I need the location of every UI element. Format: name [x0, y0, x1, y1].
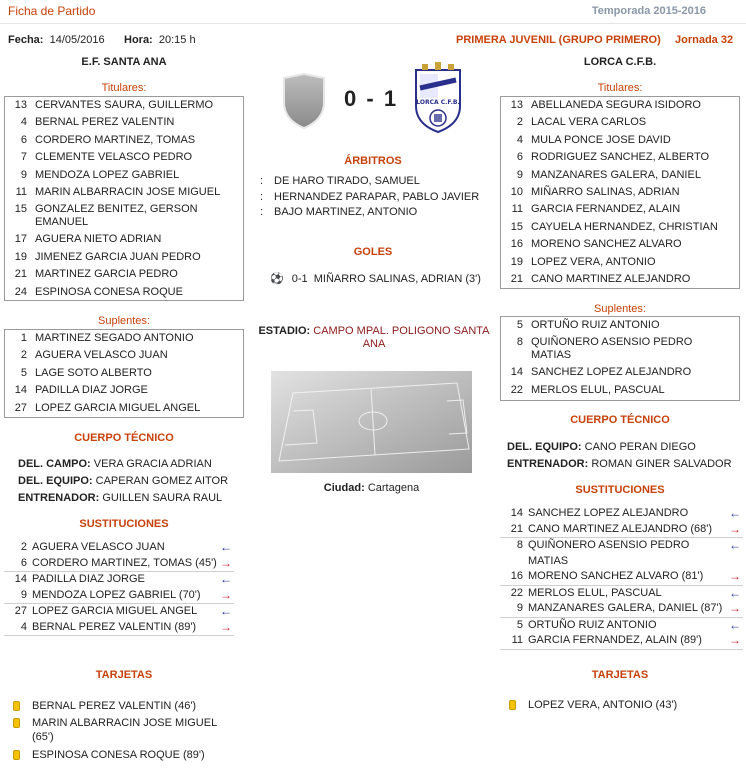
home-bench-row [5, 347, 243, 364]
player-number: 15 [510, 220, 523, 233]
sub-in-row [4, 540, 234, 556]
away-starters-list [500, 96, 740, 289]
arrow-right-icon: → [729, 521, 741, 536]
player-number: 15 [14, 203, 27, 216]
player-number: 22 [510, 383, 523, 396]
away-starters-title: Titulares: [597, 82, 643, 94]
arrow-left-icon: ← [729, 617, 741, 632]
yellow-card-icon [13, 750, 20, 760]
home-sub-group [4, 572, 234, 604]
yellow-card-icon [509, 700, 516, 710]
player-number: 13 [510, 99, 523, 111]
home-starter-row [5, 249, 243, 266]
player-number: 14 [14, 384, 27, 397]
scoreboard [344, 86, 396, 112]
player-number: 1 [20, 332, 27, 344]
away-starter-row [501, 254, 739, 271]
player-number: 16 [510, 570, 523, 582]
player-name: CORDERO MARTINEZ, TOMAS [35, 133, 196, 146]
player-number: 19 [510, 255, 523, 268]
referee-row [260, 190, 479, 206]
player-name: CANO MARTINEZ ALEJANDRO (68') [528, 522, 713, 535]
home-bench-list [4, 329, 244, 418]
bullet-icon: : [260, 206, 264, 218]
player-name: PADILLA DIAZ JORGE [32, 573, 145, 585]
player-number: 5 [516, 618, 523, 631]
sub-out-row [4, 588, 234, 604]
away-team-name: LORCA C.F.B. [583, 56, 657, 68]
player-number: 5 [516, 319, 523, 331]
player-number: 24 [14, 285, 27, 298]
match-date: Fecha: 14/05/2016 [8, 34, 105, 46]
referee-name: BAJO MARTINEZ, ANTONIO [274, 206, 418, 218]
referees-list [260, 174, 479, 221]
home-card-row [13, 699, 228, 713]
player-name: LACAL VERA CARLOS [531, 116, 647, 129]
player-number: 2 [20, 349, 27, 362]
player-name: CORDERO MARTINEZ, TOMAS (45') [32, 556, 217, 569]
away-starter-row [501, 219, 739, 236]
player-name: SANCHEZ LOPEZ ALEJANDRO [528, 507, 689, 519]
player-name: GARCIA FERNANDEZ, ALAIN [531, 203, 681, 216]
player-name: MORENO SANCHEZ ALVARO [531, 238, 682, 251]
svg-text:LORCA C.F.B.: LORCA C.F.B. [416, 99, 460, 106]
home-bench-row [5, 365, 243, 382]
sub-in-row [500, 618, 743, 634]
player-name: ORTUÑO RUIZ ANTONIO [528, 618, 657, 631]
player-number: 2 [516, 116, 523, 129]
sub-out-row [500, 522, 743, 538]
player-name: LOPEZ GARCIA MIGUEL ANGEL [35, 401, 201, 414]
player-number: 14 [510, 366, 523, 379]
player-name: LOPEZ VERA, ANTONIO [531, 255, 656, 268]
away-staff [507, 439, 732, 473]
away-bench-row [501, 334, 739, 364]
home-starters-title: Titulares: [101, 82, 147, 94]
arrow-left-icon: ← [220, 540, 232, 554]
arrow-left-icon: ← [729, 506, 741, 520]
player-number: 11 [511, 203, 523, 216]
stadium: ESTADIO: CAMPO MPAL. POLIGONO SANTA ANA [258, 325, 490, 350]
referee-name: DE HARO TIRADO, SAMUEL [274, 175, 420, 187]
player-name: MERLOS ELUL, PASCUAL [531, 383, 665, 396]
player-name: MARTINEZ SEGADO ANTONIO [35, 332, 194, 344]
away-bench-row [501, 317, 739, 334]
sub-in-row [500, 586, 743, 602]
player-name: MANZANARES GALERA, DANIEL [531, 168, 701, 181]
player-name: MIÑARRO SALINAS, ADRIAN [531, 186, 680, 199]
home-card-row [13, 716, 228, 744]
player-number: 14 [510, 507, 523, 519]
sub-in-row [4, 572, 234, 588]
bullet-icon: : [260, 190, 264, 203]
arrow-left-icon: ← [729, 538, 741, 552]
player-name: GONZALEZ BENITEZ, GERSON EMANUEL [35, 203, 198, 229]
player-number: 6 [20, 556, 27, 569]
yellow-card-icon [13, 701, 20, 711]
home-bench-row [5, 400, 243, 417]
player-name: RODRIGUEZ SANCHEZ, ALBERTO [531, 151, 710, 164]
sub-in-row [500, 538, 743, 569]
home-del-campo: DEL. CAMPO: VERA GRACIA ADRIAN [18, 458, 212, 470]
round: Jornada 32 [675, 34, 734, 46]
home-starter-row [5, 167, 243, 184]
player-name: AGUERA VELASCO JUAN [32, 541, 165, 553]
home-starter-row [5, 201, 243, 231]
away-starter-row [501, 236, 739, 253]
goal-score: 0-1 [291, 273, 308, 285]
competition: PRIMERA JUVENIL (GRUPO PRIMERO) [456, 34, 661, 46]
home-staff-title: CUERPO TÉCNICO [74, 432, 174, 444]
home-cards-title: TARJETAS [95, 669, 153, 681]
arrow-right-icon: → [729, 569, 741, 583]
away-entrenador: ENTRENADOR: ROMAN GINER SALVADOR [507, 458, 732, 470]
arrow-left-icon: ← [220, 604, 232, 618]
away-bench-title: Suplentes: [594, 303, 646, 315]
player-number: 11 [15, 186, 27, 199]
player-number: 5 [20, 366, 27, 379]
player-name: CANO MARTINEZ ALEJANDRO [531, 273, 691, 286]
goal-player: MIÑARRO SALINAS, ADRIAN (3') [313, 273, 481, 285]
away-score: 1 [383, 86, 397, 111]
player-number: 17 [14, 233, 27, 246]
top-bar [0, 0, 746, 24]
home-staff [18, 456, 228, 507]
player-name: BERNAL PEREZ VALENTIN (89') [32, 620, 197, 633]
away-starter-row [501, 149, 739, 166]
home-sub-group [4, 604, 234, 636]
player-number: 21 [510, 273, 523, 286]
sub-out-row [4, 556, 234, 572]
player-name: BERNAL PEREZ VALENTIN [35, 116, 175, 129]
away-starter-row [501, 201, 739, 218]
arrow-right-icon: → [220, 619, 232, 634]
away-cards-title: TARJETAS [591, 669, 649, 681]
player-name: LAGE SOTO ALBERTO [35, 366, 152, 379]
card-player: ESPINOSA CONESA ROQUE (89') [32, 749, 205, 761]
player-name: MERLOS ELUL, PASCUAL [528, 586, 662, 599]
player-name: ESPINOSA CONESA ROQUE [35, 285, 183, 298]
arrow-left-icon: ← [220, 572, 232, 586]
player-name: QUIÑONERO ASENSIO PEDRO MATIAS [531, 336, 693, 362]
player-name: MORENO SANCHEZ ALVARO (81') [528, 570, 704, 582]
away-card-row [509, 698, 729, 712]
player-name: MANZANARES GALERA, DANIEL (87') [528, 602, 723, 614]
referees-title: ÁRBITROS [344, 155, 402, 167]
player-name: CAYUELA HERNANDEZ, CHRISTIAN [531, 220, 718, 233]
goals-title: GOLES [353, 246, 393, 258]
home-crest [280, 72, 328, 133]
player-name: MARIN ALBARRACIN JOSE MIGUEL [35, 186, 221, 199]
home-score: 0 [344, 86, 357, 111]
home-bench-title: Suplentes: [98, 315, 150, 327]
home-starter-row [5, 149, 243, 166]
player-number: 8 [516, 539, 523, 551]
player-name: LOPEZ GARCIA MIGUEL ANGEL [32, 605, 198, 617]
away-bench-row [501, 382, 739, 399]
player-name: SANCHEZ LOPEZ ALEJANDRO [531, 366, 692, 379]
player-number: 27 [14, 401, 27, 414]
player-number: 4 [516, 133, 523, 146]
football-field-icon [271, 371, 472, 473]
home-card-row [13, 748, 228, 762]
home-starter-row [5, 231, 243, 248]
player-name: PADILLA DIAZ JORGE [35, 384, 148, 397]
arrow-left-icon: ← [729, 585, 741, 600]
player-number: 14 [14, 573, 27, 585]
sub-out-row [500, 569, 743, 585]
home-starter-row [5, 266, 243, 283]
score-separator: - [366, 86, 374, 111]
football-icon: ⚽ [270, 273, 284, 285]
away-starter-row [501, 97, 739, 114]
away-subs-list [500, 506, 743, 650]
away-starter-row [501, 167, 739, 184]
player-number: 9 [20, 168, 27, 181]
away-subs-title: SUSTITUCIONES [575, 484, 665, 496]
away-starter-row [501, 184, 739, 201]
away-staff-title: CUERPO TÉCNICO [570, 414, 670, 426]
card-player: BERNAL PEREZ VALENTIN (46') [32, 700, 197, 712]
sub-out-row [4, 620, 234, 636]
home-subs-title: SUSTITUCIONES [79, 518, 169, 530]
player-name: MENDOZA LOPEZ GABRIEL [35, 168, 180, 181]
match-time: Hora: 20:15 h [124, 34, 196, 46]
player-number: 9 [20, 588, 27, 601]
player-number: 4 [20, 116, 27, 129]
sub-out-row [500, 633, 743, 649]
yellow-card-icon [13, 718, 20, 728]
player-number: 21 [510, 522, 523, 535]
referee-row [260, 205, 479, 221]
away-sub-group [500, 538, 743, 586]
player-number: 21 [14, 268, 27, 281]
card-player: LOPEZ VERA, ANTONIO (43') [528, 699, 678, 711]
referee-name: HERNANDEZ PARAPAR, PABLO JAVIER [274, 190, 480, 203]
player-name: GARCIA FERNANDEZ, ALAIN (89') [528, 634, 702, 646]
home-entrenador: ENTRENADOR: GUILLEN SAURA RAUL [18, 492, 223, 504]
away-bench-list [500, 316, 740, 401]
player-number: 13 [14, 99, 27, 111]
shield-placeholder-icon [280, 72, 328, 130]
player-number: 10 [510, 186, 523, 199]
home-sub-group [4, 540, 234, 572]
sub-out-row [500, 601, 743, 617]
home-starter-row [5, 114, 243, 131]
player-name: ORTUÑO RUIZ ANTONIO [531, 319, 660, 331]
season-label: Temporada 2015-2016 [591, 5, 706, 17]
player-number: 11 [511, 634, 523, 646]
player-number: 6 [516, 151, 523, 164]
sub-in-row [500, 506, 743, 522]
player-name: MARTINEZ GARCIA PEDRO [35, 268, 178, 281]
player-name: CLEMENTE VELASCO PEDRO [35, 151, 193, 164]
away-crest [412, 58, 464, 137]
arrow-right-icon: → [220, 587, 232, 602]
lorca-crest-icon [412, 58, 464, 134]
player-number: 7 [20, 151, 27, 164]
home-bench-row [5, 382, 243, 399]
page-title: Ficha de Partido [8, 4, 96, 18]
home-bench-row [5, 330, 243, 347]
sub-in-row [4, 604, 234, 620]
player-number: 9 [516, 602, 523, 614]
field-image [271, 371, 472, 476]
away-starter-row [501, 114, 739, 131]
player-number: 22 [510, 586, 523, 599]
home-subs-list [4, 540, 234, 636]
player-number: 2 [20, 541, 27, 553]
player-name: MENDOZA LOPEZ GABRIEL (70') [32, 588, 201, 601]
home-starter-row [5, 284, 243, 301]
home-del-equipo: DEL. EQUIPO: CAPERAN GOMEZ AITOR [18, 475, 229, 487]
home-team-name: E.F. SANTA ANA [81, 56, 167, 68]
player-number: 27 [14, 605, 27, 617]
player-number: 8 [516, 336, 523, 349]
referee-row [260, 174, 479, 190]
bullet-icon: : [260, 175, 264, 187]
home-starter-row [5, 97, 243, 114]
player-name: QUIÑONERO ASENSIO PEDRO MATIAS [528, 539, 690, 567]
away-starter-row [501, 132, 739, 149]
player-name: CERVANTES SAURA, GUILLERMO [35, 99, 214, 111]
away-starter-row [501, 271, 739, 288]
away-bench-row [501, 364, 739, 381]
away-sub-group [500, 586, 743, 618]
arrow-right-icon: → [220, 555, 232, 570]
player-number: 6 [20, 133, 27, 146]
player-name: AGUERA VELASCO JUAN [35, 349, 168, 362]
away-sub-group [500, 618, 743, 650]
player-number: 19 [14, 250, 27, 263]
home-starter-row [5, 132, 243, 149]
city: Ciudad: Cartagena [323, 482, 420, 494]
away-del-equipo: DEL. EQUIPO: CANO PERAN DIEGO [507, 441, 696, 453]
player-number: 9 [516, 168, 523, 181]
home-starter-row [5, 184, 243, 201]
arrow-right-icon: → [729, 601, 741, 615]
card-player: MARIN ALBARRACIN JOSE MIGUEL (65') [32, 717, 217, 743]
player-number: 16 [510, 238, 523, 251]
player-name: MULA PONCE JOSE DAVID [531, 133, 671, 146]
away-sub-group [500, 506, 743, 538]
player-number: 4 [20, 620, 27, 633]
player-name: ABELLANEDA SEGURA ISIDORO [531, 99, 701, 111]
player-name: AGUERA NIETO ADRIAN [35, 233, 162, 246]
player-name: JIMENEZ GARCIA JUAN PEDRO [35, 250, 201, 263]
goal-row [270, 272, 481, 285]
home-starters-list [4, 96, 244, 301]
arrow-right-icon: → [729, 633, 741, 647]
